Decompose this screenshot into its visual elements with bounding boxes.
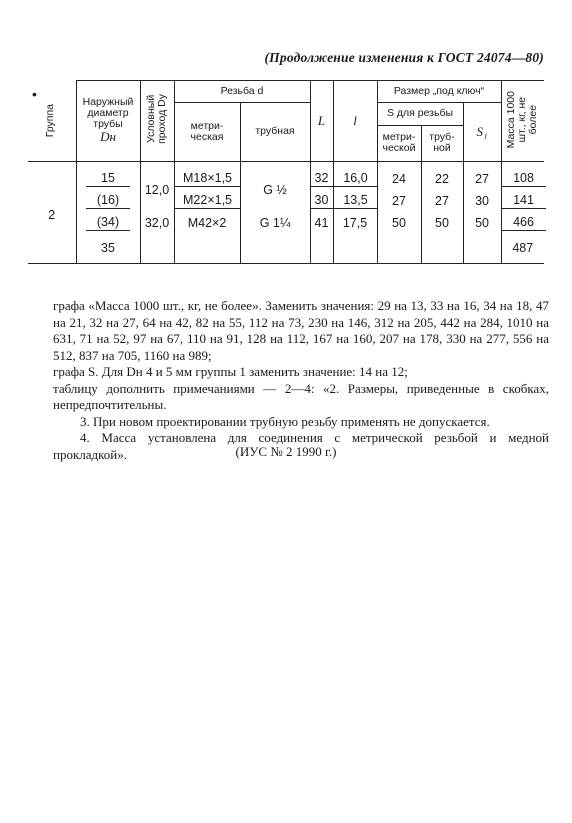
header-thread: Резьба d (174, 81, 310, 103)
cell-dy: 32,0 (140, 212, 174, 264)
cell-dn: 15 (86, 171, 130, 187)
header-outer-diameter: Наружный диаметр трубы Dн (76, 81, 140, 162)
cell-s1: 30 (463, 190, 501, 212)
cell-metric: M42×2 (174, 212, 240, 264)
cell-l: 17,5 (333, 212, 377, 264)
note-footnotes-1: таблицу дополнить примечаниями — 2—4: «2. Размеры, приведенные в скобках, непредпочтительны. (53, 380, 549, 412)
note-footnotes-4: 4. Масса установлена для соединения с метрической резьбой и медной прокладкой». (53, 430, 549, 462)
cell-s1: 50 (463, 212, 501, 264)
header-L: L (310, 81, 333, 162)
note-mass: графа «Масса 1000 шт., кг, не более». Заменить значения: 29 на 13, 33 на 16, 34 на 18, 47 на 21, 32 на 27, 64 на 42, 82 на 55, 112 на 73, 230 на 146, 312 на 205, 442 на 284, 1010 на 631, 71 на 52, 97 на 67, 110 на 91, 128 на 112, 167 на 160, 207 на 178, 330 на 277, 556 на 512, 837 на 705, 1160 на 989; (53, 298, 549, 363)
cell-pipe: G 1¼ (240, 212, 310, 264)
header-thread-metric: метри- ческая (174, 103, 240, 162)
header-wrench-size: Размер „под ключ“ (377, 81, 501, 103)
header-l: l (333, 81, 377, 162)
cell-s-metric: 24 (377, 168, 421, 190)
cell-L: 41 (310, 212, 333, 264)
cell-s-metric: 50 (377, 212, 421, 264)
cell-s-pipe: 50 (421, 212, 463, 264)
cell-metric: M18×1,5 (175, 171, 241, 187)
cell-s-metric: 27 (377, 190, 421, 212)
cell-mass: 466 (502, 215, 546, 231)
cell-L: 32 (311, 171, 333, 187)
cell-mass: 108 (502, 171, 546, 187)
header-group: • Группа (28, 81, 76, 162)
cell-dn: 35 (76, 234, 140, 264)
cell-l: 13,5 (334, 193, 378, 209)
cell-dn: (34) (86, 215, 130, 231)
header-nominal-bore: Условный проход Dу (140, 81, 174, 162)
group-cell: 2 (28, 168, 76, 264)
cell-s1: 27 (463, 168, 501, 190)
table-row (28, 212, 544, 234)
header-s-thread: S для резьбы (377, 103, 463, 126)
note-footnotes-3: 3. При новом проектировании трубную резьбу применять не допускается. (80, 413, 490, 429)
cell-l: 16,0 (334, 171, 378, 187)
cell-L: 30 (311, 193, 333, 209)
cell-dy: 12,0 (140, 168, 174, 212)
cell-metric: M22×1,5 (175, 193, 241, 209)
cell-s-pipe: 27 (421, 190, 463, 212)
data-table (28, 80, 544, 264)
cell-pipe: G ½ (240, 168, 310, 212)
table-row (28, 168, 544, 190)
cell-s-pipe: 22 (421, 168, 463, 190)
page-header: (Продолжение изменения к ГОСТ 24074—80) (264, 50, 544, 65)
header-s1: S₁ (463, 103, 501, 162)
cell-mass: 141 (502, 193, 546, 209)
header-mass: Масса 1000 шт., кг, не более (501, 81, 544, 162)
header-s-metric: метри- ческой (377, 125, 421, 161)
header-thread-pipe: трубная (240, 103, 310, 162)
note-s: графа S. Для Dн 4 и 5 мм группы 1 заменить значение: 14 на 12; (53, 364, 408, 379)
source-reference: (ИУС № 2 1990 г.) (235, 444, 337, 459)
amendment-notes (53, 298, 549, 463)
cell-mass: 487 (501, 234, 544, 264)
cell-dn: (16) (86, 193, 130, 209)
header-s-pipe: труб- ной (421, 125, 463, 161)
